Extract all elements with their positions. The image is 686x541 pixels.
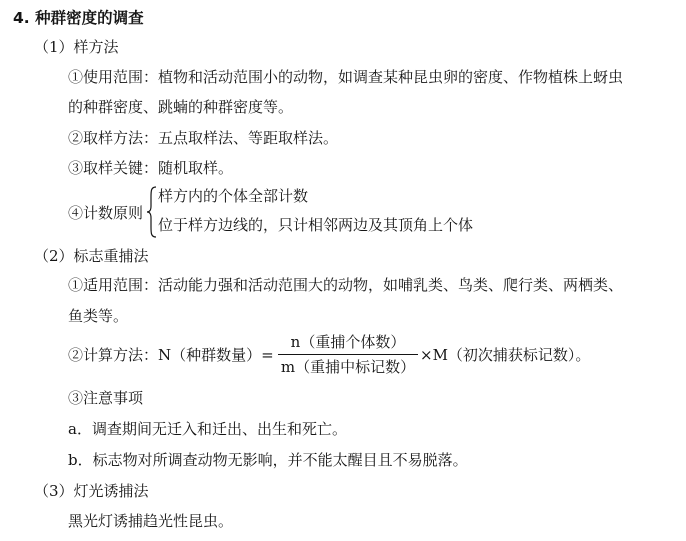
quadrat-scope-line1: ①使用范围：植物和活动范围小的动物，如调查某种昆虫卵的密度、作物植株上蚜虫 <box>68 68 624 86</box>
quadrat-scope-line2: 的种群密度、跳蝻的种群密度等。 <box>68 98 294 116</box>
left-brace <box>146 186 158 238</box>
count-principle-label: ④计数原则 <box>68 204 144 222</box>
note-b: b．标志物对所调查动物无影响，并不能太醒目且不易脱落。 <box>68 451 468 469</box>
mark-recapture-heading: （2）标志重捕法 <box>34 247 149 265</box>
quadrat-key: ③取样关键：随机取样。 <box>68 159 234 177</box>
count-rule-edge: 位于样方边线的，只计相邻两边及其顶角上个体 <box>158 216 474 234</box>
formula-suffix: ×M（初次捕获标记数）。 <box>420 346 591 364</box>
mark-recapture-scope-line2: 鱼类等。 <box>68 307 129 325</box>
formula-denominator: m（重捕中标记数） <box>280 358 416 376</box>
note-a: a．调查期间无迁入和迁出、出生和死亡。 <box>68 420 347 438</box>
section-title: 4. 种群密度的调查 <box>13 9 144 27</box>
formula-prefix: ②计算方法：N（种群数量）= <box>68 346 274 364</box>
count-rule-inside: 样方内的个体全部计数 <box>158 187 309 205</box>
quadrat-heading: （1）样方法 <box>34 38 119 56</box>
formula-fraction <box>278 333 418 377</box>
mark-recapture-scope-line1: ①适用范围：活动能力强和活动范围大的动物，如哺乳类、鸟类、爬行类、两栖类、 <box>68 276 624 294</box>
notes-heading: ③注意事项 <box>68 389 144 407</box>
formula-numerator: n（重捕个体数） <box>290 333 406 351</box>
light-trap-heading: （3）灯光诱捕法 <box>34 482 149 500</box>
light-trap-text: 黑光灯诱捕趋光性昆虫。 <box>68 512 234 530</box>
fraction-bar <box>278 354 418 355</box>
quadrat-method: ②取样方法：五点取样法、等距取样法。 <box>68 129 339 147</box>
